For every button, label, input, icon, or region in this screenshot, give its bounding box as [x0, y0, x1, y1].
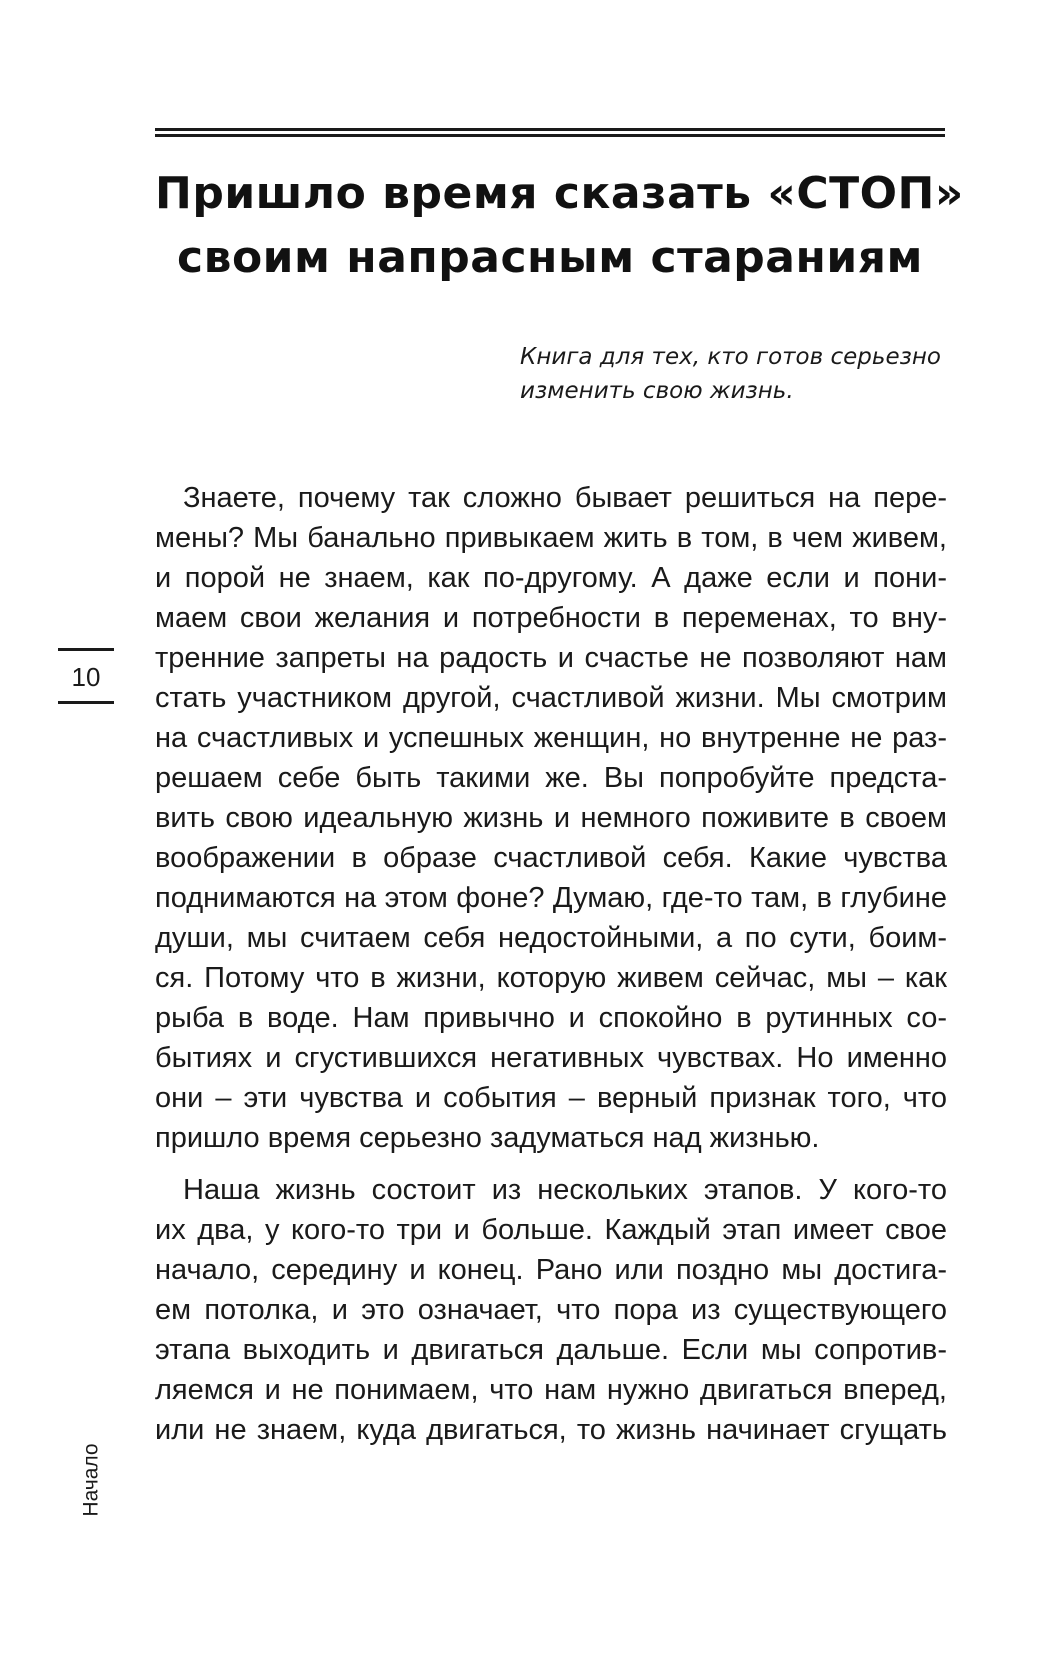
chapter-title-line: Пришло время сказать «СТОП» [155, 168, 964, 219]
text-line: ляемся и не понимаем, что нам нужно двигаться вперед, [155, 1374, 947, 1406]
text-line: решаем себе быть такими же. Вы попробуйте предста- [155, 762, 947, 794]
body-text [155, 478, 947, 1462]
text-line: их два, у кого-то три и больше. Каждый этап имеет свое [155, 1214, 947, 1246]
text-line: вить свою идеальную жизнь и немного поживите в своем [155, 802, 947, 834]
text-line: бытиях и сгустившихся негативных чувствах. Но именно [155, 1042, 947, 1074]
text-line: стать участником другой, счастливой жизни. Мы смотрим [155, 682, 947, 714]
epigraph-line: Книга для тех, кто готов серьезно [520, 344, 941, 370]
page-number-rule-top [58, 648, 114, 651]
text-line: или не знаем, куда двигаться, то жизнь начинает сгущать [155, 1414, 947, 1446]
text-line: тренние запреты на радость и счастье не позволяют нам [155, 642, 947, 674]
epigraph-line: изменить свою жизнь. [520, 378, 794, 404]
text-line: на счастливых и успешных женщин, но внутренне не раз- [155, 722, 947, 754]
text-line: пришло время серьезно задуматься над жизнью. [155, 1122, 820, 1154]
text-line: рыба в воде. Нам привычно и спокойно в рутинных со- [155, 1002, 947, 1034]
text-line: ся. Потому что в жизни, которую живем сейчас, мы – как [155, 962, 947, 994]
epigraph [520, 340, 945, 408]
page-number-marker [58, 648, 114, 704]
text-line: они – эти чувства и события – верный признак того, что [155, 1082, 947, 1114]
paragraph [155, 478, 947, 1158]
text-line: маем свои желания и потребности в переменах, то вну- [155, 602, 947, 634]
text-line: ем потолка, и это означает, что пора из существующего [155, 1294, 947, 1326]
top-double-rule [155, 128, 945, 137]
text-line: этапа выходить и двигаться дальше. Если мы сопротив- [155, 1334, 947, 1366]
page-number-rule-bottom [58, 701, 114, 704]
chapter-title-line: своим напрасным стараниям [177, 232, 923, 283]
text-line: Наша жизнь состоит из нескольких этапов. У кого-то [183, 1174, 947, 1206]
text-line: поднимаются на этом фоне? Думаю, где-то там, в глубине [155, 882, 947, 914]
text-line: Знаете, почему так сложно бывает решиться на пере- [183, 482, 947, 514]
text-line: и порой не знаем, как по-другому. А даже если и пони- [155, 562, 947, 594]
text-line: души, мы считаем себя недостойными, а по сути, боим- [155, 922, 947, 954]
chapter-title [155, 162, 964, 290]
text-line: мены? Мы банально привыкаем жить в том, в чем живем, [155, 522, 947, 554]
running-head [72, 1440, 112, 1520]
text-line: воображении в образе счастливой себя. Какие чувства [155, 842, 947, 874]
running-head-label: Начало [80, 1443, 104, 1517]
page-number: 10 [71, 662, 101, 692]
paragraph [155, 1170, 947, 1450]
text-line: начало, середину и конец. Рано или поздно мы достига- [155, 1254, 947, 1286]
